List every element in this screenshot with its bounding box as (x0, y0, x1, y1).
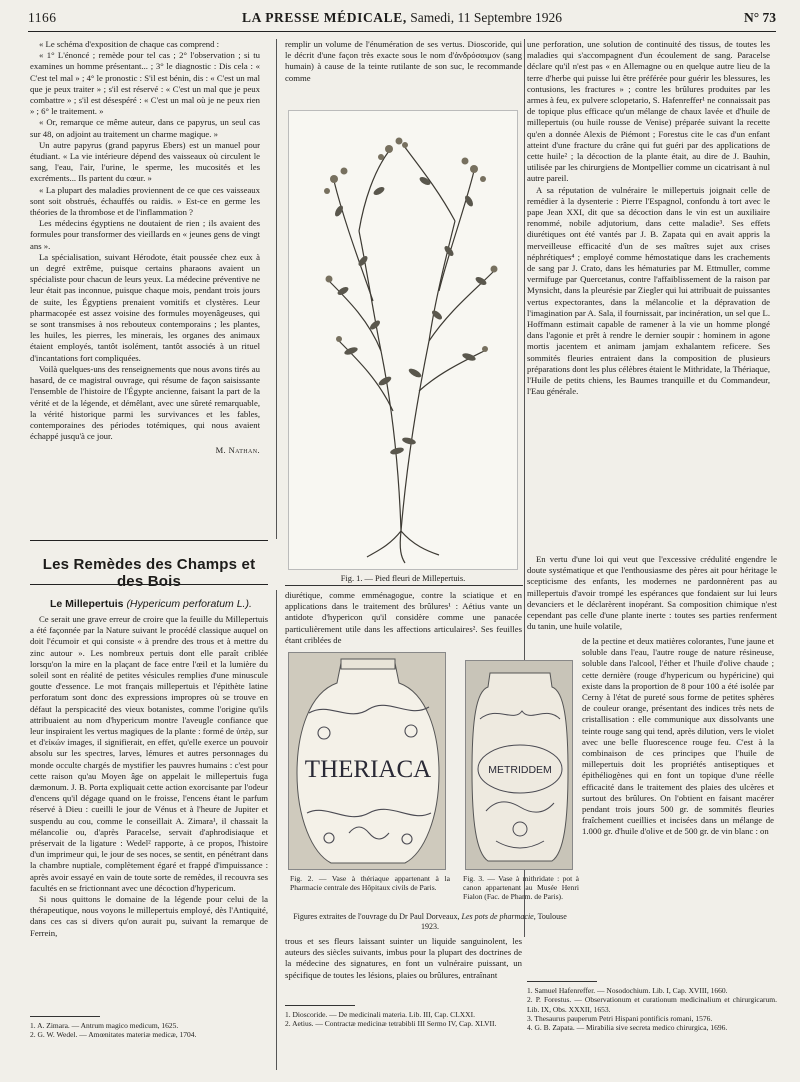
paragraph: remplir un volume de l'énumération de ses vertus. Dioscoride, qui le décrit d'une façon très exacte sous le nom d'ἀνδρόσαιμον (sang humain) à cause de la teinte rutilante de son suc, le recommande comme (285, 39, 522, 83)
section-rule (30, 584, 268, 585)
footnote-rule (527, 981, 597, 982)
page-number: 1166 (28, 10, 57, 25)
footnote: 1. A. Zimara. — Antrum magico medicum, 1625. (30, 1021, 179, 1030)
header-rule (28, 31, 776, 32)
issue-number: N° 73 (743, 10, 776, 25)
article-column-2-top (285, 39, 522, 84)
footnote: 4. G. B. Zapata. — Mirabilia sive secreta medico chirurgica, 1696. (527, 1023, 728, 1033)
article-name: Le Millepertuis (50, 598, 124, 610)
footnote: 1. Dioscoride. — De medicinali materia. Lib. III, Cap. CLXXI. (285, 1010, 475, 1019)
figure-theriaca-jar (288, 652, 446, 870)
paragraph: « Or, remarque ce même auteur, dans ce papyrus, un seul cas sur 48, on adjoint au traitement un charme magique. » (30, 117, 260, 139)
paragraph: Ce serait une grave erreur de croire que la feuille du Millepertuis a été façonnée par la Nature suivant le procédé classique auquel on doit l'écumoir et qui consiste « à prendre des trous et à mettre du zinc autour ». Les nombreux pertuis dont elle paraît criblée lorsqu'on la mire en la plaçant de face entre l'œil et la lumière du soleil sont en réalité de petites vésicules remplies d'une minuscule goutte d'essence. Le mot français millepertuis et l'épithète latine perforatum sont donc des expressions impropres où se trouve en défaut la perspicacité des vieux botanistes, comme l'origine qu'ils attribuaient au nom d'hypericum montre l'aveugle confiance que leur inspiraient les vertus magiques de la plante : formé de ὑπὲρ, sur et d'εἰκών images, il signifierait, en effet, qu'elle exerce un pouvoir absolu sur les spectres, larves, lémures et autres personnages du monde occulte chargés de mystifier les pauvres humains : c'est pour cette raison qu'au Moyen âge on appelait le millepertuis fuga dæmonum. J. B. Porta expliquait cette action exorcisante par l'odeur d'encens qu'il dégage quand on le froisse, l'encens étant le parfum réservé à Dieu : cueilli le jour de Vénus et à l'heure de Jupiter et suspendu au cou, comme le conseillait A. Zimara¹, il chassait la mélancolie ou, d'après Paracelse, servait d'aphrodisiaque et préservait de la ligature : Wedel² rapporte, à ce propos, l'histoire d'un imprimeur qui, le jour de ses noces, se sentit, en pénétrant dans la chambre nuptiale, complètement égaré et frappé d'impuissance : après avoir essayé en vain de toute sorte de remèdes, il recouvra ses facultés en se frictionnant avec une décoction d'hypericum. (30, 614, 268, 893)
running-header (28, 10, 776, 28)
paragraph: trous et ses fleurs laissant suinter un liquide sanguinolent, les auteurs des siècles suivants, imbus pour la plupart des doctrines de la médecine des signatures, en font un vulnéraire puissant, un spécifique de toutes les lésions, plaies ou brûlures, entraînant (285, 936, 522, 980)
paragraph: Si nous quittons le domaine de la légende pour celui de la thérapeutique, nous voyons le millepertuis employé, dès l'Antiquité, dans ces cas si divers qu'on aurait pu, suivant la remarque de Ferrein, (30, 894, 268, 938)
column-divider (276, 590, 277, 1070)
jar-label-text: METRIDDEM (488, 764, 552, 776)
hypericum-plant-icon (289, 111, 519, 571)
figure-2-caption: Fig. 2. — Vase à thériaque appartenant à la Pharmacie centrale des Hôpitaux civils de Paris. (290, 874, 450, 892)
article-column-3-top (527, 39, 770, 398)
section-rule (30, 540, 268, 541)
footnotes-right (527, 986, 777, 1032)
footnotes-left (30, 1021, 268, 1040)
paragraph: diurétique, comme emménagogue, contre la sciatique et en applications dans le traitement des brûlures¹ : Aétius vante un antidote d'hypericon qu'il considère comme une panacée particulièrement utile dans les affections articulaires². Ses feuilles étant criblées de (285, 590, 522, 645)
figures-source-title: Les pots de pharmacie (461, 912, 534, 921)
apothecary-jar-icon (466, 661, 573, 870)
figure-plant-illustration (288, 110, 518, 570)
footnote-rule (285, 1005, 355, 1006)
article-column-1 (30, 614, 268, 939)
footnote: 2. Aetius. — Contractæ medicinæ tetrabibli III Sermo IV, Cap. XLVII. (285, 1019, 497, 1029)
paragraph: « La plupart des maladies proviennent de ce que ces vaisseaux sont soit obstrués, échauffés ou raidis. » Est-ce en germe les théories de la thrombose et de l'inflammation ? (30, 184, 260, 218)
figures-source-suffix: , Toulouse 1923. (421, 912, 567, 931)
paragraph: A sa réputation de vulnéraire le millepertuis joignait celle de remédier à la dysenterie : Pierre l'Espagnol, confondu à tort avec le pape Jean XXI, dit que sa décoction dans le vin est un auxiliaire renommé, nobile adjutorium, dans cette maladie³. Ses effets diurétiques ont été vantés par J. B. Zapata qui en avait appris la merveilleuse efficacité d'un de ses maîtres sujet aux crises néphrétiques⁴ ; employé comme hémostatique dans les crachements de sang par J. Crato, dans les hématuries par M. Ettmuller, comme vermifuge par Quercetanus, contre l'affaiblissement de la raison par Mynsicht, dans la pleurésie par Ziegler qui lui attribuait de puissantes vertus expectorantes, dans la mélancolie et la dépravation de l'imagination par A. Sala, il fournissait, par incinération, un sel que L. Hoffmann estimait capable de ramener à la vie un homme plongé dans l'agonie et prêt à rendre le dernier soupir : hominem in agone mortis jacentem et animam jamjam exhalantem reficere. Ses sommités fleuries entraient dans la composition de plusieurs préparations dont les plus célèbres étaient le Mithridate, la Thériaque, l'Huile de petits chiens, les Baumes tranquille et du Commandeur, l'Eau générale. (527, 184, 770, 397)
figure-rule (285, 585, 523, 586)
paragraph: La spécialisation, suivant Hérodote, était poussée chez eux à un degré extrême, puisque certains pharaons avaient un spécialiste pour chacun de leurs yeux. La médecine préventive ne leur était pas inconnue, puisque chaque mois, pendant trois jours de suite, les Égyptiens prenaient vomitifs et clystères. Leur pharmacopée est assez voisine des formules moyenâgeuses, qui se sont transmises à nos rebouteux contemporains ; les plantes, les huiles, les pierres, les minerais, les organes des animaux étaient employés, tantôt isolément, tantôt associés à un rituel d'incantations fort compliquées. (30, 251, 260, 363)
article-latin-name: (Hypericum perforatum L.). (126, 598, 252, 610)
footnotes-middle (285, 1010, 522, 1029)
issue-date: Samedi, 11 Septembre 1926 (406, 10, 562, 25)
paragraph: Voilà quelques-uns des renseignements que nous avons tirés au hasard, de ce magistral ouvrage, qui résume de façon saisissante l'ensemble de l'histoire de l'Égypte ancienne, faisant la part de la vérité et de la légende, et démêlant, avec une sûreté remarquable, la vérité historique parmi les survivances et les fables, contemporaines des périodes totémiques, qui nous avaient échappé jusqu'à ce jour. (30, 363, 260, 442)
article-column-3-middle (527, 554, 777, 632)
author-signature: M. Nathan. (215, 445, 260, 456)
paragraph: En vertu d'une loi qui veut que l'excessive crédulité engendre le doute systématique et que l'enthousiasme des pères ait pour héritage le scepticisme des enfants, les modernes ne pardonnèrent pas au millepertuis d'avoir trompé les espérances que fondaient sur lui leurs devanciers et le déclarèrent inopérant. Sa composition chimique n'est cependant pas celle d'une plante inerte : toutes ses parties renferment du tanin, une huile volatile, (527, 554, 777, 632)
paragraph: « Le schéma d'exposition de chaque cas comprend : (39, 39, 220, 49)
figure-3-caption: Fig. 3. — Vase à mithridate : pot à canon appartenant au Musée Henri Fialon (Fac. de Pharm. de Paris). (463, 874, 579, 901)
footnote-rule (30, 1016, 100, 1017)
footnote: 2. P. Forestus. — Observationum et curationum medicinalium et chirurgicarum. Lib. IX, Obs. XXXII, 1653. (527, 995, 777, 1014)
paragraph: une perforation, une solution de continuité des tissus, de toutes les maladies qui s'accompagnent d'un écoulement de sang. Paracelse déclare qu'il n'est pas « en Allemagne ou en quelque autre lieu de la terre d'herbe qui puisse lui être préférée pour guérir les blessures, les contusions, les fractures » ; contre les brûlures produites par les armes à feu, ex pulvere sclopetario, S. Hafenreffer¹ ne connaissait pas de topique plus efficace qu'un mélange de chaux lavée et d'huile de millepertuis (ou huile rousse de Venise) préparée suivant la recette qu'en a donnée Alexis de Piémont ; Forestus cite le cas d'un enfant atteint d'une fracture du crâne qui fut guéri par des applications de cette huile² ; la décoction de la plante était, au dire de J. Bauhin, utilisée par les chirurgiens de Montpellier comme un cicatrisant à nul autre pareil. (527, 39, 770, 184)
paragraph: de la pectine et deux matières colorantes, l'une jaune et soluble dans l'eau, l'autre rouge de nature résineuse, soluble dans l'alcool, l'éther et l'huile d'olive chaude ; cette dernière (rouge d'hypericum ou hypéricine) qui existe dans la proportion de 8 pour 100 a été isolée par Cerny à l'état de pureté sous forme de petites sphères de couleur orange, présentant des indices très nets de cristallisation : elle communique aux dissolvants une teinte rouge sang qui tend, après dilution, vers le violet avec une belle fluorescence rouge feu. C'est à la combinaison de ces principes que l'huile de millepertuis doit les propriétés antiseptiques et épithéliogènes qui en font un topique d'une réelle efficacité dans le traitement des plaies des ulcères et surtout des brûlures. On l'obtient en faisant macérer pendant trois jours 500 gr. de sommités fleuries fraîchement cueillies et incisées dans un mélange de 1.000 gr. d'huile d'olive et de 500 gr. de vin blanc : on (582, 636, 774, 837)
paragraph: Les médecins égyptiens ne doutaient de rien ; ils avaient des formules pour transformer des vieillards en « jeunes gens de vingt ans ». (30, 218, 260, 251)
figure-1-caption: Fig. 1. — Pied fleuri de Millepertuis. (340, 574, 466, 583)
journal-title (28, 10, 776, 26)
figure-mithridate-jar (465, 660, 573, 870)
journal-name: LA PRESSE MÉDICALE, (242, 10, 407, 25)
figures-source-prefix: Figures extraites de l'ouvrage du Dr Paul Dorveaux, (293, 912, 462, 921)
article-title (50, 598, 270, 610)
apothecary-jar-icon (289, 653, 446, 870)
article-column-2-bottom (285, 936, 522, 981)
column-divider (276, 39, 277, 539)
review-continuation (30, 39, 260, 455)
article-column-3-side (582, 636, 774, 838)
article-column-2-middle (285, 590, 522, 646)
footnote: 2. G. W. Wedel. — Amœnitates materiæ medicæ, 1704. (30, 1030, 197, 1040)
paragraph: Un autre papyrus (grand papyrus Ebers) est un manuel pour étudiant. « La vie intérieure dépend des vaisseaux où circulent le sang, l'eau, l'air, l'urine, le sperme, les mucosités et les excréments... Ils partent du cœur. » (30, 139, 260, 184)
paragraph: « 1° L'énoncé ; remède pour tel cas ; 2° l'observation ; si tu examines un homme présentant... ; 3° le diagnostic : Dis cela : « C'est tel mal » ; 4° le pronostic : S'il est bénin, dis : « C'est un mal que je peux traiter » ; s'il est réservé : « C'est un mal que je peux combattre » ; s'il est désespéré : « C'est un mal où je ne peux rien » ; 6° le traitement. » (30, 50, 260, 117)
figures-source (285, 912, 575, 931)
section-title: Les Remèdes des Champs et des Bois (42, 556, 256, 590)
footnote: 3. Thesaurus pauperum Petri Hispani pontificis romani, 1576. (527, 1013, 713, 1023)
jar-label-text: THERIACA (304, 756, 432, 783)
footnote: 1. Samuel Hafenreffer. — Nosodochium. Lib. I, Cap. XVIII, 1660. (527, 986, 728, 995)
